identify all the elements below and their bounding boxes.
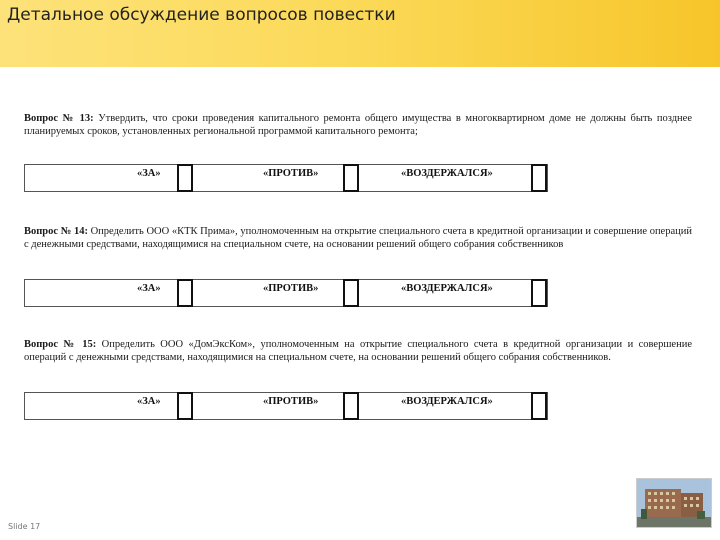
vote-against-checkbox[interactable] bbox=[343, 279, 359, 307]
question-body: Утвердить, что сроки проведения капитального ремонта общего имущества в многоквартирном доме не должны быть позднее планируемых сроков, установленных региональной программой капитального ремонта; bbox=[24, 113, 692, 137]
question-13 bbox=[24, 112, 692, 225]
vote-abstain-checkbox[interactable] bbox=[531, 164, 547, 192]
vote-for-label: «ЗА» bbox=[137, 283, 161, 294]
vote-row bbox=[24, 279, 548, 307]
vote-row bbox=[24, 164, 548, 192]
vote-abstain-label: «ВОЗДЕРЖАЛСЯ» bbox=[401, 168, 493, 179]
vote-against-label: «ПРОТИВ» bbox=[263, 283, 319, 294]
vote-abstain-checkbox[interactable] bbox=[531, 279, 547, 307]
vote-abstain-checkbox[interactable] bbox=[531, 392, 547, 420]
vote-against-checkbox[interactable] bbox=[343, 164, 359, 192]
vote-for-checkbox[interactable] bbox=[177, 164, 193, 192]
question-15 bbox=[24, 338, 692, 451]
vote-for-checkbox[interactable] bbox=[177, 392, 193, 420]
vote-against-checkbox[interactable] bbox=[343, 392, 359, 420]
page-title: Детальное обсуждение вопросов повестки bbox=[7, 5, 396, 25]
vote-for-checkbox[interactable] bbox=[177, 279, 193, 307]
question-label: Вопрос № 15: bbox=[24, 339, 97, 350]
slide-number: Slide 17 bbox=[8, 522, 41, 531]
slide-header bbox=[0, 0, 720, 67]
building-photo-icon bbox=[636, 478, 712, 528]
vote-against-label: «ПРОТИВ» bbox=[263, 396, 319, 407]
question-text bbox=[24, 338, 692, 364]
question-body: Определить ООО «КТК Прима», уполномоченным на открытие специального счета в кредитной организации и совершение операций с денежными средствами, находящимися на специальном счете, на основании решений общего собрания собственников bbox=[24, 226, 692, 250]
question-label: Вопрос № 14: bbox=[24, 226, 88, 237]
question-14 bbox=[24, 225, 692, 338]
question-text bbox=[24, 225, 692, 251]
vote-abstain-label: «ВОЗДЕРЖАЛСЯ» bbox=[401, 283, 493, 294]
vote-row bbox=[24, 392, 548, 420]
question-label: Вопрос № 13: bbox=[24, 113, 94, 124]
question-body: Определить ООО «ДомЭксКом», уполномоченным на открытие специального счета в кредитной организации и совершение операций с денежными средствами, находящимися на специальном счете, на основании решений общего собрания собственников. bbox=[24, 339, 692, 363]
vote-abstain-label: «ВОЗДЕРЖАЛСЯ» bbox=[401, 396, 493, 407]
ballot-document bbox=[24, 112, 692, 451]
vote-against-label: «ПРОТИВ» bbox=[263, 168, 319, 179]
vote-for-label: «ЗА» bbox=[137, 396, 161, 407]
vote-for-label: «ЗА» bbox=[137, 168, 161, 179]
question-text bbox=[24, 112, 692, 138]
